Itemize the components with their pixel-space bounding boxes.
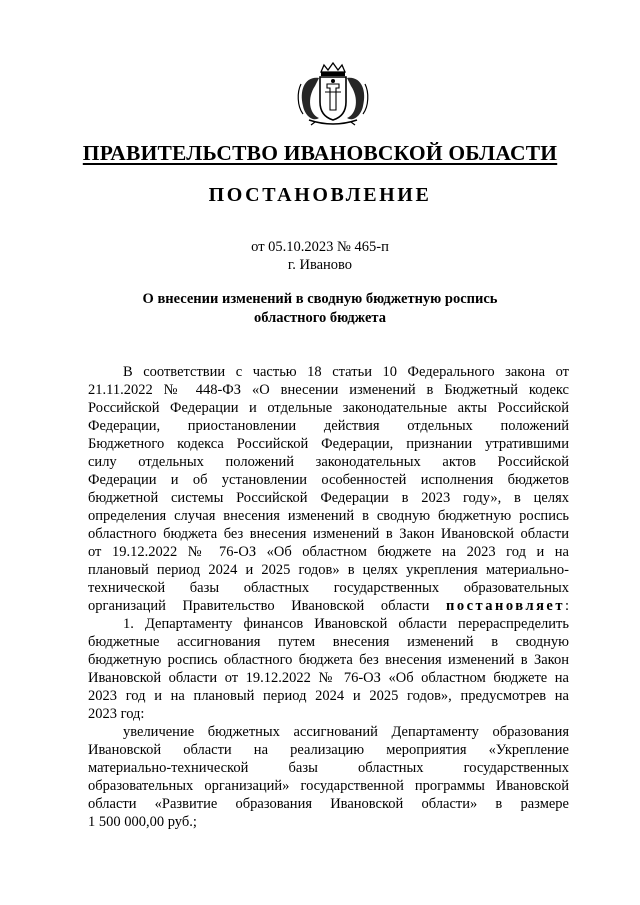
body-line: бюджетной системы Российской Федерации в 2023 году», в целях	[88, 490, 569, 506]
body-line: силу отдельных положений законодательных актов Российской	[88, 454, 569, 470]
body-line: увеличение бюджетных ассигнований Департаменту образования	[123, 724, 569, 740]
document-title	[0, 290, 640, 328]
body-text: организаций Правительство Ивановской области	[88, 598, 430, 614]
document-body	[88, 363, 569, 831]
body-line: области «Развитие образования Ивановской области» в размере	[88, 796, 569, 812]
body-line: 2023 год:	[88, 706, 145, 722]
body-line: 2023 год и на плановый период 2024 и 2025 годов», предусмотрев на	[88, 688, 569, 704]
body-line: от 19.12.2022 № 76-ОЗ «Об областном бюджете на 2023 год и на	[88, 544, 569, 560]
body-line: бюджетную роспись областного бюджета без внесения изменений в Закон	[88, 652, 569, 668]
body-line: технической базы областных государственных образовательных	[88, 580, 569, 596]
body-line: 1. Департаменту финансов Ивановской области перераспределить	[123, 616, 569, 632]
body-line: Бюджетного кодекса Российской Федерации, признании утратившими	[88, 436, 569, 452]
title-line: О внесении изменений в сводную бюджетную роспись	[142, 291, 498, 307]
decree-keyword: постановляет	[445, 598, 565, 614]
coat-of-arms-icon	[295, 62, 371, 126]
body-line: 1 500 000,00 руб.;	[88, 814, 197, 830]
body-line: определения случая внесения изменений в сводную бюджетную роспись	[88, 508, 569, 524]
document-type: ПОСТАНОВЛЕНИЕ	[208, 184, 432, 206]
body-line: материально-технической базы областных государственных	[88, 760, 569, 776]
body-line: плановый период 2024 и 2025 годов» в целях укрепления материально-	[88, 562, 569, 578]
title-line: областного бюджета	[254, 310, 386, 326]
body-line: бюджетные ассигнования путем внесения изменений в сводную	[88, 634, 569, 650]
body-line: образовательных организаций» государственной программы Ивановской	[88, 778, 569, 794]
body-text: :	[564, 598, 570, 614]
body-line: Федерации, приостановлении действия отдельных положений	[88, 418, 569, 434]
body-line: Ивановской области на реализацию мероприятия «Укрепление	[88, 742, 569, 758]
body-line: Федерации и об установлении особенностей исполнения бюджетов	[88, 472, 569, 488]
government-name: ПРАВИТЕЛЬСТВО ИВАНОВСКОЙ ОБЛАСТИ	[82, 141, 558, 165]
body-line: Ивановской области от 19.12.2022 № 76-ОЗ «Об областном бюджете на	[88, 670, 569, 686]
body-line: В соответствии с частью 18 статьи 10 Федерального закона от	[123, 364, 569, 380]
body-line	[88, 597, 569, 615]
body-line: 21.11.2022 № 448-ФЗ «О внесении изменений в Бюджетный кодекс	[88, 382, 569, 398]
body-line: Российской Федерации и отдельные законодательные акты Российской	[88, 400, 569, 416]
date-number: от 05.10.2023 № 465-п	[251, 239, 389, 255]
city: г. Иваново	[287, 257, 353, 273]
body-line: областного бюджета без внесения изменений в Закон Ивановской области	[88, 526, 569, 542]
date-block	[0, 238, 640, 274]
